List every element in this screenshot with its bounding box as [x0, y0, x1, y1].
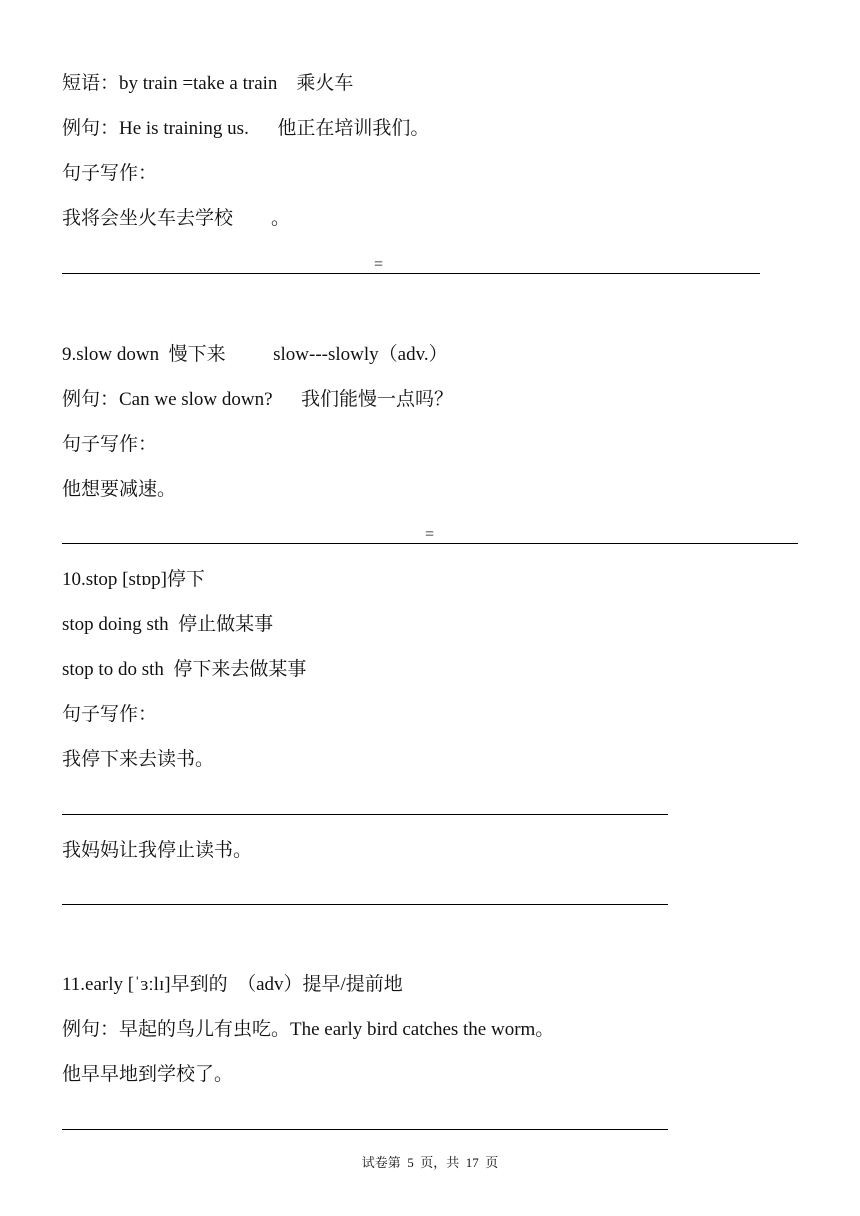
phrase-stop-doing: stop doing sth 停止做某事: [62, 614, 274, 635]
heading-slow-down: 9.slow down 慢下来 slow---slowly（adv.）: [62, 344, 448, 365]
sentence-writing-label: 句子写作：: [62, 434, 158, 455]
example-training: 例句：He is training us. 他正在培训我们。: [62, 118, 430, 139]
sentence-writing-label: 句子写作：: [62, 163, 158, 184]
example-early-bird: 例句：早起的鸟儿有虫吃。The early bird catches the worm。: [62, 1019, 555, 1040]
phrase-stop-to-do: stop to do sth 停下来去做某事: [62, 659, 307, 680]
answer-line[interactable]: [62, 273, 760, 274]
prompt-mom-stop-read: 我妈妈让我停止读书。: [62, 840, 253, 861]
answer-line[interactable]: [62, 814, 668, 815]
prompt-stop-read: 我停下来去读书。: [62, 749, 215, 770]
equals-sign: =: [374, 256, 384, 273]
prompt-slow-down: 他想要减速。: [62, 479, 177, 500]
prompt-train-school: 我将会坐火车去学校 。: [62, 208, 291, 229]
answer-line[interactable]: [62, 1129, 668, 1130]
prompt-early-school: 他早早地到学校了。: [62, 1064, 234, 1085]
equals-sign: =: [425, 526, 435, 543]
heading-stop: 10.stop [stɒp]停下: [62, 569, 205, 590]
answer-line[interactable]: [62, 904, 668, 905]
phrase-by-train: 短语：by train =take a train 乘火车: [62, 73, 354, 94]
example-slow-down: 例句：Can we slow down? 我们能慢一点吗？: [62, 389, 454, 410]
page-footer: 试卷第 5 页，共 17 页: [361, 1155, 499, 1170]
sentence-writing-label: 句子写作：: [62, 704, 158, 725]
heading-early: 11.early [ˈɜːlɪ]早到的 （adv）提早/提前地: [62, 974, 403, 995]
answer-line[interactable]: [62, 543, 798, 544]
